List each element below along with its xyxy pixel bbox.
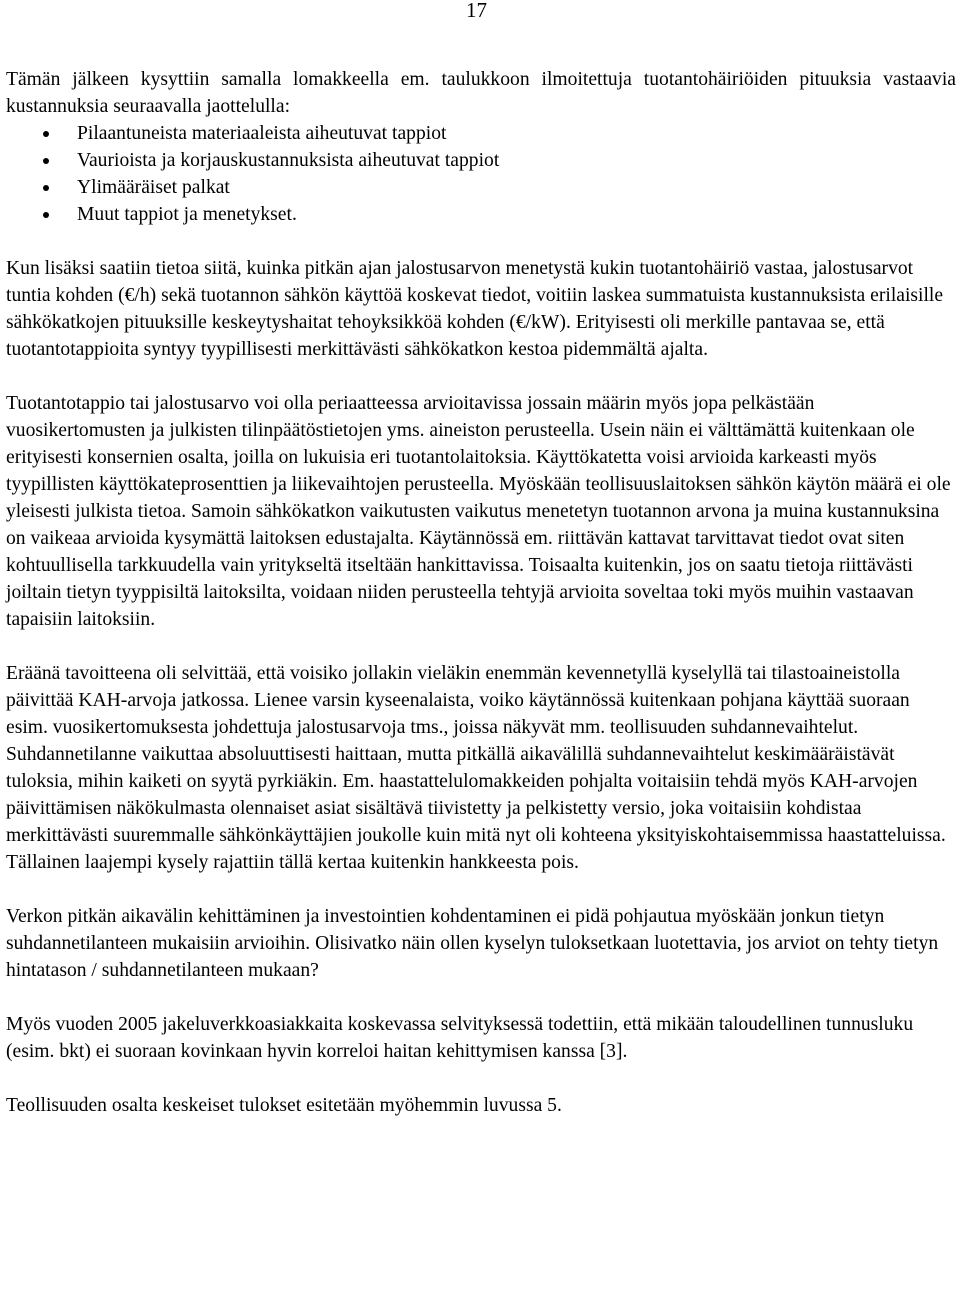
paragraph-gap bbox=[6, 633, 956, 660]
paragraph-interruption-costs: Kun lisäksi saatiin tietoa siitä, kuinka pitkän ajan jalostusarvon menetystä kukin tuotantohäiriö vastaa, jalostusarvot tuntia kohden (€/h) sekä tuotannon sähkön käyttöä koskevat tiedot, voitiin laskea summatuista kustannuksista erilaisille sähkökatkojen pituuksille keskeytyshaitat tehoyksikköä kohden (€/kW). Erityisesti oli merkille pantavaa se, että tuotantotappioita syntyy tyypillisesti merkittävästi sähkökatkon kestoa pidemmältä ajalta. bbox=[6, 258, 944, 360]
list-item bbox=[6, 147, 956, 174]
paragraph-gap bbox=[6, 876, 956, 903]
page-number: 17 bbox=[466, 0, 487, 22]
list-item-text: Muut tappiot ja menetykset. bbox=[77, 204, 297, 225]
list-item-text: Ylimääräiset palkat bbox=[77, 177, 230, 198]
intro-paragraph: Tämän jälkeen kysyttiin samalla lomakkeella em. taulukkoon ilmoitettuja tuotantohäiriöiden pituuksia vastaavia kustannuksia seuraavalla jaottelulla: bbox=[6, 69, 956, 117]
paragraph-2005-survey: Myös vuoden 2005 jakeluverkkoasiakkaita koskevassa selvityksessä todettiin, että mikään taloudellinen tunnusluku (esim. bkt) ei suoraan kovinkaan hyvin korreloi haitan kehittymisen kanssa [3]. bbox=[6, 1014, 914, 1062]
bullet-icon bbox=[43, 185, 49, 191]
list-item-text: Pilaantuneista materiaaleista aiheutuvat tappiot bbox=[77, 123, 447, 144]
paragraph-kah-update: Eräänä tavoitteena oli selvittää, että voisiko jollakin vieläkin enemmän kevennetyllä kyselyllä tai tilastoaineistolla päivittää KAH-arvoja jatkossa. Lienee varsin kyseenalaista, voiko käytännössä kuitenkaan pohjana käyttää suoraan esim. vuosikertomuksesta johdettuja jalostusarvoja tms., joissa näkyvät mm. teollisuuden suhdannevaihtelut. Suhdannetilanne vaikuttaa absoluuttisesti haittaan, mutta pitkällä aikavälillä suhdannevaihtelut keskimääräistävät tuloksia, mihin kaiketi on syytä pyrkiäkin. Em. haastattelulomakkeiden pohjalta voitaisiin tehdä myös KAH-arvojen päivittämisen näkökulmasta olennaiset asiat sisältävä tiivistetty ja pelkistetty versio, joka voitaisiin kohdistaa merkittävästi suuremmalle sähkönkäyttäjien joukolle kuin mitä nyt oli kohteena yksityiskohtaisemmissa haastatteluissa. Tällainen laajempi kysely rajattiin tällä kertaa kuitenkin hankkeesta pois. bbox=[6, 663, 946, 873]
document-body bbox=[6, 66, 956, 1119]
paragraph-production-loss: Tuotantotappio tai jalostusarvo voi olla periaatteessa arvioitavissa jossain määrin myös jopa pelkästään vuosikertomusten ja julkisten tilinpäätöstietojen yms. aineiston perusteella. Usein näin ei välttämättä kuitenkaan ole erityisesti konsernien osalta, joilla on lukuisia eri tuotantolaitoksia. Käyttökatetta voisi arvioida karkeasti myös tyypillisten käyttökateprosenttien ja liikevaihtojen perusteella. Myöskään teollisuuslaitoksen sähkön käytön määrä ei ole yleisesti julkista tietoa. Samoin sähkökatkon vaikutusten vaikutus menetetyn tuotannon arvona ja muina kustannuksina on vaikeaa arvioida kysymättä laitoksen edustajalta. Käytännössä em. riittävän kattavat tarvittavat tiedot ovat siten kohtuullisella tarkkuudella vain yritykseltä itseltään hankittavissa. Toisaalta kuitenkin, jos on saatu tietoja riittävästi joiltain tietyn tyyppisiltä laitoksilta, voidaan niiden perusteella tehtyjä arvioita soveltaa toki myös muihin vastaavan tapaisiin laitoksiin. bbox=[6, 393, 951, 630]
list-item bbox=[6, 174, 956, 201]
bullet-icon bbox=[43, 158, 49, 164]
bullet-list bbox=[6, 120, 956, 228]
paragraph-gap bbox=[6, 363, 956, 390]
list-item bbox=[6, 120, 956, 147]
list-item bbox=[6, 201, 956, 228]
paragraph-gap bbox=[6, 1065, 956, 1092]
paragraph-gap bbox=[6, 228, 956, 255]
paragraph-network-development: Verkon pitkän aikavälin kehittäminen ja investointien kohdentaminen ei pidä pohjautua myöskään jonkun tietyn suhdannetilanteen mukaisiin arvioihin. Olisivatko näin ollen kyselyn tuloksetkaan luotettavia, jos arviot on tehty tietyn hintatason / suhdannetilanteen mukaan? bbox=[6, 906, 939, 981]
bullet-icon bbox=[43, 212, 49, 218]
paragraph-industry-results: Teollisuuden osalta keskeiset tulokset esitetään myöhemmin luvussa 5. bbox=[6, 1095, 562, 1116]
list-item-text: Vaurioista ja korjauskustannuksista aiheutuvat tappiot bbox=[77, 150, 500, 171]
paragraph-gap bbox=[6, 984, 956, 1011]
bullet-icon bbox=[43, 131, 49, 137]
